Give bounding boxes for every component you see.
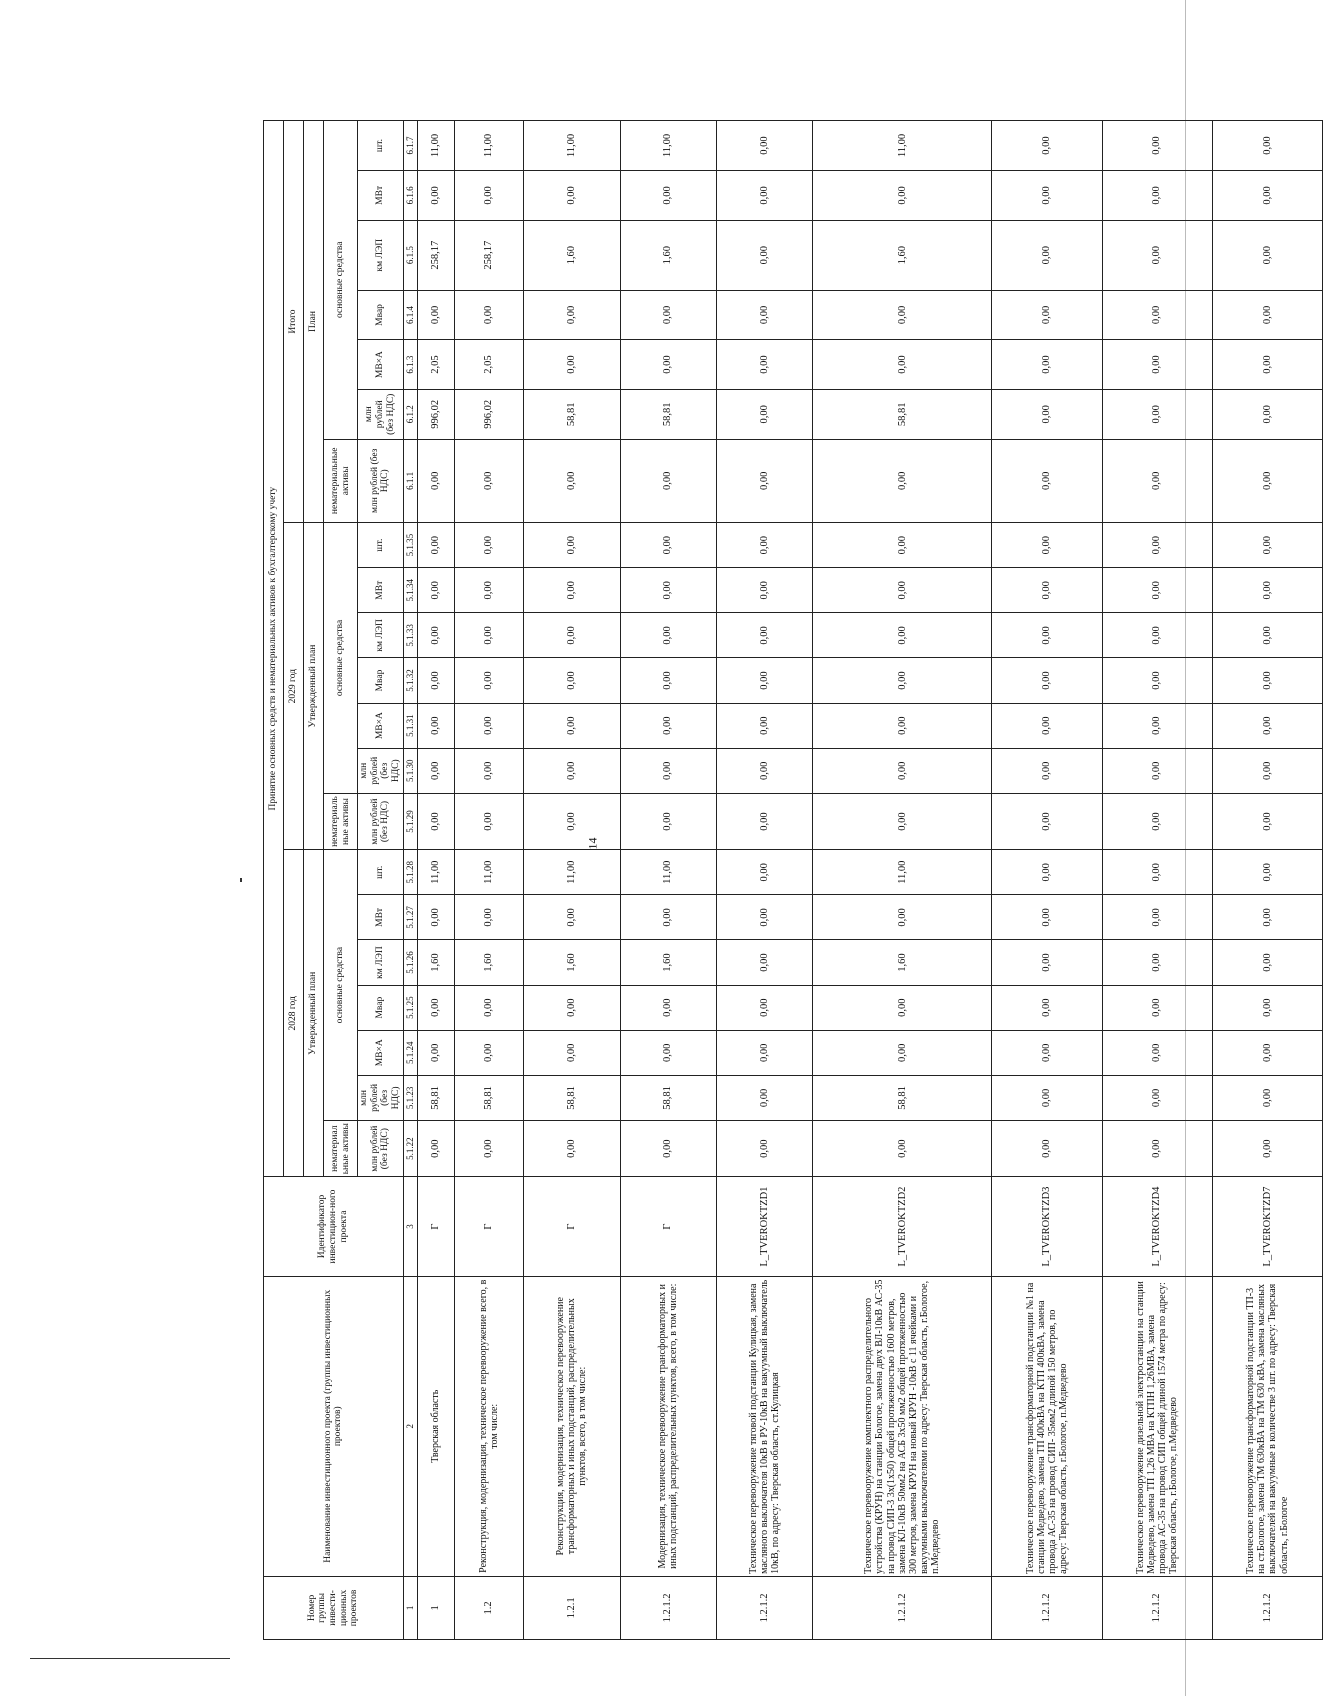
row-value: 0,00 (992, 568, 1102, 613)
row-value: 1,60 (455, 940, 524, 985)
row-identifier: L_TVEROKTZD2 (813, 1177, 992, 1276)
row-value: 0,00 (716, 340, 812, 390)
row-value: 0,00 (992, 940, 1102, 985)
column-number: 6.1.2 (403, 389, 417, 439)
row-value: 11,00 (620, 850, 716, 895)
row-value: 1,60 (524, 220, 620, 290)
row-value: 0,00 (524, 171, 620, 221)
row-value: 0,00 (1212, 895, 1322, 940)
table-row (992, 121, 1102, 1640)
row-value: 0,00 (992, 895, 1102, 940)
row-value: 58,81 (620, 1075, 716, 1120)
row-value: 0,00 (992, 439, 1102, 523)
header-intangible-2029: нематериаль ные активы (324, 793, 358, 849)
row-value: 0,00 (813, 613, 992, 658)
row-value: 0,00 (992, 850, 1102, 895)
column-number: 1 (403, 1576, 417, 1639)
column-number: 5.1.34 (403, 568, 417, 613)
table-row (417, 121, 455, 1640)
row-value: 0,00 (992, 171, 1102, 221)
row-value: 0,00 (992, 658, 1102, 703)
row-value: 0,00 (417, 703, 455, 748)
row-value: 0,00 (1212, 1120, 1322, 1176)
row-value: 0,00 (1102, 439, 1212, 523)
row-value: 996,02 (417, 389, 455, 439)
row-value: 0,00 (1102, 703, 1212, 748)
row-identifier: L_TVEROKTZD3 (992, 1177, 1102, 1276)
table-row (813, 121, 992, 1640)
row-value: 0,00 (455, 1030, 524, 1075)
row-value: 11,00 (455, 850, 524, 895)
row-value: 0,00 (992, 793, 1102, 849)
row-value: 11,00 (417, 121, 455, 171)
column-number: 5.1.23 (403, 1075, 417, 1120)
row-value: 0,00 (1102, 523, 1212, 568)
row-value: 0,00 (992, 290, 1102, 340)
row-group-number: 1.2.1.2 (813, 1576, 992, 1639)
row-value: 2,05 (455, 340, 524, 390)
row-value: 0,00 (524, 895, 620, 940)
row-value: 0,00 (1102, 895, 1212, 940)
footnote-line (30, 1658, 230, 1659)
row-value: 0,00 (813, 658, 992, 703)
row-value: 0,00 (716, 793, 812, 849)
column-number: 6.1.5 (403, 220, 417, 290)
table-row (524, 121, 620, 1640)
row-value: 0,00 (716, 940, 812, 985)
row-value: 0,00 (417, 895, 455, 940)
row-value: 0,00 (524, 1120, 620, 1176)
row-value: 0,00 (716, 1075, 812, 1120)
row-value: 0,00 (1212, 171, 1322, 221)
row-value: 0,00 (813, 985, 992, 1030)
table-row (716, 121, 812, 1640)
row-value: 0,00 (1212, 340, 1322, 390)
row-value: 0,00 (524, 439, 620, 523)
row-value: 0,00 (524, 793, 620, 849)
row-value: 0,00 (524, 985, 620, 1030)
row-group-number: 1.2.1 (524, 1576, 620, 1639)
row-value: 1,60 (813, 220, 992, 290)
row-value: 11,00 (620, 121, 716, 171)
row-group-number: 1 (417, 1576, 455, 1639)
header-fixed-assets-2029: основные средства (324, 523, 358, 794)
header-fixed-assets-2028: основные средства (324, 850, 358, 1121)
row-group-number: 1.2.1.2 (716, 1576, 812, 1639)
row-value: 0,00 (992, 985, 1102, 1030)
row-value: 11,00 (813, 121, 992, 171)
row-value: 0,00 (1102, 985, 1212, 1030)
row-value: 0,00 (417, 793, 455, 849)
row-value: 0,00 (1102, 1120, 1212, 1176)
row-value: 0,00 (813, 568, 992, 613)
row-value: 0,00 (1102, 290, 1212, 340)
row-value: 0,00 (1102, 748, 1212, 793)
row-value: 0,00 (1212, 568, 1322, 613)
row-value: 0,00 (417, 1120, 455, 1176)
row-value: 0,00 (716, 850, 812, 895)
row-value: 0,00 (524, 523, 620, 568)
row-value: 0,00 (1212, 748, 1322, 793)
row-project-name: Техническое перевооружение комплектного распределительного устройства (КРУН) на станции Бологое, замена двух ВЛ-10кВ АС-35 на провод СИП-3 3х(1х50) общей протяженностью 1600 метров, замена КЛ-10кВ 50мм2 на АСБ 3х50 мм2 общей протяженностью 300 метров, замена КРУН на новый КРУН -10кВ с 11 ячейками и вакуумными выключателями по адресу: Тверская область, г.Бологое, п.Медведево (813, 1276, 992, 1576)
row-value: 0,00 (455, 985, 524, 1030)
row-value: 0,00 (1102, 793, 1212, 849)
row-value: 0,00 (716, 523, 812, 568)
row-value: 0,00 (524, 290, 620, 340)
row-value: 0,00 (1212, 1030, 1322, 1075)
row-value: 258,17 (417, 220, 455, 290)
row-value: 0,00 (716, 439, 812, 523)
scan-mark (240, 878, 242, 882)
row-value: 0,00 (716, 290, 812, 340)
row-value: 0,00 (417, 290, 455, 340)
row-value: 0,00 (1102, 658, 1212, 703)
header-intangible-2028: нематериал ьные активы (324, 1120, 358, 1176)
row-value: 0,00 (992, 389, 1102, 439)
row-value: 0,00 (620, 895, 716, 940)
row-value: 0,00 (716, 613, 812, 658)
row-value: 0,00 (620, 439, 716, 523)
row-value: 996,02 (455, 389, 524, 439)
row-value: 0,00 (1212, 703, 1322, 748)
row-value: 0,00 (1102, 1030, 1212, 1075)
investment-plan-table (263, 120, 1323, 1640)
page-number: 14 (585, 837, 600, 850)
row-value: 0,00 (1212, 121, 1322, 171)
row-value: 0,00 (455, 703, 524, 748)
row-value: 0,00 (620, 613, 716, 658)
row-value: 0,00 (1102, 613, 1212, 658)
row-value: 0,00 (992, 1075, 1102, 1120)
row-group-number: 1.2.1.2 (620, 1576, 716, 1639)
row-value: 0,00 (455, 290, 524, 340)
column-number: 5.1.29 (403, 793, 417, 849)
header-acceptance: Принятие основных средств и нематериальных активов к бухгалтерскому учету (264, 121, 284, 1177)
row-value: 0,00 (620, 171, 716, 221)
row-value: 0,00 (813, 1030, 992, 1075)
row-value: 0,00 (455, 793, 524, 849)
row-project-name: Техническое перевооружение дизельной электростанции на станции Медведево, замена ТП 1,26 МВА на КТПН 1,26МВА, замена провода АС-35 на провод СИП общей длиной 1574 метра по адресу: Тверская область, г.Бологое, п.Медведево (1102, 1276, 1212, 1576)
row-value: 0,00 (1102, 220, 1212, 290)
column-number: 2 (403, 1276, 417, 1576)
row-value: 11,00 (455, 121, 524, 171)
column-number: 5.1.35 (403, 523, 417, 568)
row-value: 11,00 (524, 121, 620, 171)
row-value: 0,00 (813, 439, 992, 523)
row-value: 258,17 (455, 220, 524, 290)
header-total: Итого (284, 121, 304, 523)
row-value: 0,00 (620, 703, 716, 748)
rotated-table-wrapper (263, 120, 1323, 1640)
header-project-name: Наименование инвестиционного проекта (группы инвестиционных проектов) (264, 1276, 404, 1576)
row-value: 0,00 (1212, 439, 1322, 523)
header-approved-plan-2028: Утвержденный план (304, 850, 324, 1177)
row-value: 0,00 (1212, 290, 1322, 340)
row-value: 0,00 (992, 220, 1102, 290)
row-value: 11,00 (813, 850, 992, 895)
row-value: 0,00 (1212, 985, 1322, 1030)
row-value: 0,00 (1102, 940, 1212, 985)
row-value: 0,00 (992, 121, 1102, 171)
row-project-name: Модернизация, техническое перевооружение трансформаторных и иных подстанций, распределительных пунктов, всего, в том числе: (620, 1276, 716, 1576)
header-fixed-assets-total: основные средства (324, 121, 358, 440)
row-value: 0,00 (455, 568, 524, 613)
table-row (1212, 121, 1322, 1640)
row-value: 0,00 (417, 171, 455, 221)
row-value: 0,00 (992, 523, 1102, 568)
row-project-name: Техническое перевооружение тяговой подстанции Кулицкая, замена масляного выключателя 10кВ в РУ-10кВ на вакуумный выключатель 10кВ, по адресу: Тверская область, ст.Кулицкая (716, 1276, 812, 1576)
row-project-name: Тверская область (417, 1276, 455, 1576)
row-value: 0,00 (1212, 1075, 1322, 1120)
row-project-name: Реконструкция, модернизация, техническое перевооружение трансформаторных и иных подстанций, распределительных пунктов, всего, в том числе: (524, 1276, 620, 1576)
row-value: 0,00 (1102, 568, 1212, 613)
row-value: 1,60 (417, 940, 455, 985)
row-value: 0,00 (620, 340, 716, 390)
column-number: 5.1.32 (403, 658, 417, 703)
row-value: 11,00 (417, 850, 455, 895)
row-value: 58,81 (813, 389, 992, 439)
row-value: 0,00 (620, 568, 716, 613)
row-value: 58,81 (813, 1075, 992, 1120)
row-project-name: Техническое перевооружение трансформаторной подстанции ТП-3 на ст.Бологое, замена ТМ 630кВА на ТМ 630 кВА, замена масляных выключателей на вакуумные в количестве 3 шт. по адресу: Тверская область, г.Бологое (1212, 1276, 1322, 1576)
header-plan-total: План (304, 121, 324, 523)
row-value: 0,00 (1212, 220, 1322, 290)
row-identifier: Г (620, 1177, 716, 1276)
row-value: 58,81 (417, 1075, 455, 1120)
row-value: 0,00 (813, 171, 992, 221)
row-value: 0,00 (1212, 940, 1322, 985)
column-number: 5.1.33 (403, 613, 417, 658)
row-value: 0,00 (813, 748, 992, 793)
row-value: 0,00 (524, 613, 620, 658)
column-number: 5.1.28 (403, 850, 417, 895)
row-value: 0,00 (417, 523, 455, 568)
column-number: 5.1.31 (403, 703, 417, 748)
row-value: 0,00 (813, 290, 992, 340)
row-value: 0,00 (813, 523, 992, 568)
column-number: 6.1.6 (403, 171, 417, 221)
row-identifier: Г (455, 1177, 524, 1276)
row-value: 0,00 (716, 1120, 812, 1176)
row-value: 58,81 (524, 1075, 620, 1120)
row-value: 0,00 (524, 703, 620, 748)
header-identifier: Идентификатор инвестицион-ного проекта (264, 1177, 404, 1276)
row-value: 0,00 (716, 389, 812, 439)
row-project-name: Техническое перевооружение трансформаторной подстанции №1 на станции Медведево, замена ТП 400кВА на КТП 400кВА, замена провода АС-35 на провод СИП- 35мм2 длиной 150 метров, по адресу: Тверская область, г.Бологое, п.Медведево (992, 1276, 1102, 1576)
row-value: 58,81 (524, 389, 620, 439)
row-value: 58,81 (455, 1075, 524, 1120)
row-value: 0,00 (813, 1120, 992, 1176)
row-value: 0,00 (813, 703, 992, 748)
row-value: 0,00 (716, 171, 812, 221)
row-identifier: Г (524, 1177, 620, 1276)
row-value: 0,00 (620, 793, 716, 849)
row-identifier: L_TVEROKTZD4 (1102, 1177, 1212, 1276)
row-value: 0,00 (455, 171, 524, 221)
row-value: 0,00 (455, 658, 524, 703)
row-value: 0,00 (1212, 658, 1322, 703)
table-row (1102, 121, 1212, 1640)
row-value: 0,00 (524, 340, 620, 390)
row-value: 0,00 (455, 895, 524, 940)
row-value: 58,81 (620, 389, 716, 439)
column-number: 5.1.26 (403, 940, 417, 985)
column-number: 6.1.4 (403, 290, 417, 340)
row-value: 0,00 (455, 748, 524, 793)
row-value: 0,00 (716, 895, 812, 940)
row-value: 0,00 (992, 340, 1102, 390)
column-number: 3 (403, 1177, 417, 1276)
column-number: 5.1.30 (403, 748, 417, 793)
row-value: 0,00 (716, 985, 812, 1030)
row-value: 0,00 (716, 658, 812, 703)
row-value: 0,00 (716, 220, 812, 290)
row-value: 0,00 (1102, 121, 1212, 171)
table-row (620, 121, 716, 1640)
header-year-2028: 2028 год (284, 850, 304, 1177)
row-value: 2,05 (417, 340, 455, 390)
row-value: 0,00 (1212, 389, 1322, 439)
row-value: 0,00 (524, 658, 620, 703)
row-group-number: 1.2.1.2 (1102, 1576, 1212, 1639)
row-value: 0,00 (1102, 171, 1212, 221)
row-value: 0,00 (813, 340, 992, 390)
header-group-number: Номер группы инвести-ционных проектов (264, 1576, 404, 1639)
row-value: 11,00 (524, 850, 620, 895)
row-value: 0,00 (1212, 850, 1322, 895)
row-value: 0,00 (1102, 389, 1212, 439)
row-value: 0,00 (455, 613, 524, 658)
row-value: 0,00 (1102, 1075, 1212, 1120)
row-value: 0,00 (417, 568, 455, 613)
column-number: 6.1.1 (403, 439, 417, 523)
row-value: 0,00 (1212, 613, 1322, 658)
row-value: 0,00 (716, 703, 812, 748)
row-value: 0,00 (620, 290, 716, 340)
row-value: 0,00 (992, 703, 1102, 748)
column-number: 5.1.22 (403, 1120, 417, 1176)
header-approved-plan-2029: Утвержденный план (304, 523, 324, 850)
row-value: 0,00 (455, 1120, 524, 1176)
row-value: 0,00 (992, 748, 1102, 793)
row-value: 0,00 (417, 1030, 455, 1075)
row-project-name: Реконструкция, модернизация, техническое перевооружение всего, в том числе: (455, 1276, 524, 1576)
row-value: 0,00 (417, 439, 455, 523)
row-value: 0,00 (620, 523, 716, 568)
row-value: 0,00 (813, 895, 992, 940)
row-value: 0,00 (1212, 523, 1322, 568)
row-value: 0,00 (417, 658, 455, 703)
row-value: 0,00 (716, 1030, 812, 1075)
row-group-number: 1.2.1.2 (992, 1576, 1102, 1639)
table-body (417, 121, 1323, 1640)
row-value: 1,60 (620, 940, 716, 985)
units-row: млн рублей (без НДС) млн рублей (без НДС) МВ×А Мвар км ЛЭП МВт шт. млн рублей (без НДС) млн рублей (без НДС) МВ×А Мвар км ЛЭП МВт шт. млн рублей (без НДС) млн рублей (без НДС) МВ×А Мвар км ЛЭП МВт шт. (358, 121, 404, 1640)
header-year-2029: 2029 год (284, 523, 304, 850)
table-row (455, 121, 524, 1640)
row-value: 0,00 (524, 568, 620, 613)
column-number: 5.1.25 (403, 985, 417, 1030)
row-value: 0,00 (1212, 793, 1322, 849)
row-value: 1,60 (524, 940, 620, 985)
row-value: 0,00 (716, 121, 812, 171)
row-value: 0,00 (620, 1120, 716, 1176)
row-value: 0,00 (417, 748, 455, 793)
row-value: 0,00 (620, 748, 716, 793)
row-value: 0,00 (1102, 850, 1212, 895)
row-group-number: 1.2 (455, 1576, 524, 1639)
row-value: 0,00 (620, 658, 716, 703)
row-identifier: Г (417, 1177, 455, 1276)
header-intangible-total: нематериальные активы (324, 439, 358, 523)
row-value: 0,00 (716, 748, 812, 793)
column-number: 6.1.7 (403, 121, 417, 171)
row-identifier: L_TVEROKTZD1 (716, 1177, 812, 1276)
row-value: 0,00 (524, 748, 620, 793)
row-value: 0,00 (620, 985, 716, 1030)
column-number: 5.1.24 (403, 1030, 417, 1075)
row-value: 0,00 (417, 985, 455, 1030)
row-value: 0,00 (992, 1120, 1102, 1176)
row-value: 0,00 (992, 613, 1102, 658)
column-number: 6.1.3 (403, 340, 417, 390)
row-value: 0,00 (992, 1030, 1102, 1075)
row-group-number: 1.2.1.2 (1212, 1576, 1322, 1639)
row-value: 1,60 (620, 220, 716, 290)
row-value: 0,00 (455, 439, 524, 523)
row-value: 0,00 (455, 523, 524, 568)
row-value: 1,60 (813, 940, 992, 985)
row-value: 0,00 (716, 568, 812, 613)
row-value: 0,00 (417, 613, 455, 658)
row-value: 0,00 (813, 793, 992, 849)
column-numbers-row (403, 121, 417, 1640)
row-value: 0,00 (620, 1030, 716, 1075)
row-value: 0,00 (1102, 340, 1212, 390)
column-number: 5.1.27 (403, 895, 417, 940)
row-value: 0,00 (524, 1030, 620, 1075)
row-identifier: L_TVEROKTZD7 (1212, 1177, 1322, 1276)
